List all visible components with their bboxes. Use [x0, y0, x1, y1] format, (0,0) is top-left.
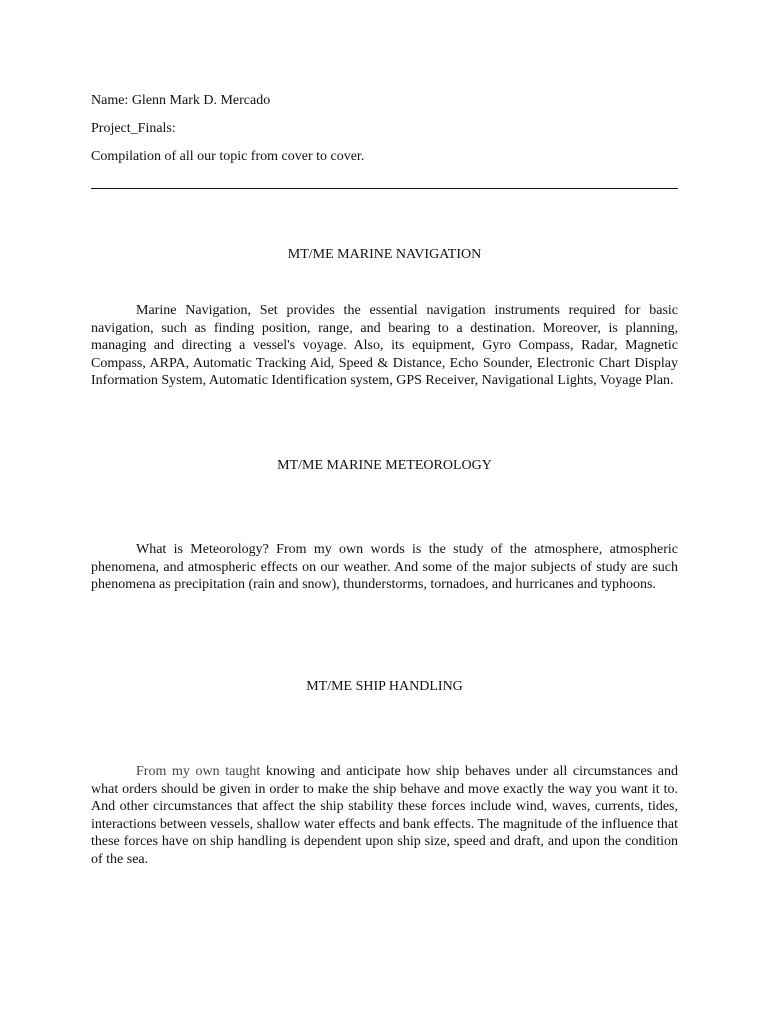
- student-name: Name: Glenn Mark D. Mercado: [91, 93, 271, 108]
- section-body-meteorology: What is Meteorology? From my own words is the study of the atmosphere, atmospheric phenomena, and atmospheric effects on our weather. And some of the major subjects of study are such phenomena as precipitation (rain and snow), thunderstorms, tornadoes, and hurricanes and typhoons.: [91, 542, 678, 592]
- section-body-navigation: Marine Navigation, Set provides the essential navigation instruments required for basic navigation, such as finding position, range, and bearing to a destination. Moreover, is planning, managing and directing a vessel's voyage. Also, its equipment, Gyro Compass, Radar, Magnetic Compass, ARPA, Automatic Tracking Aid, Speed & Distance, Echo Sounder, Electronic Chart Display Information System, Automatic Identification system, GPS Receiver, Navigational Lights, Voyage Plan.: [91, 303, 678, 388]
- project-label: Project_Finals:: [91, 121, 176, 136]
- section-body-rest: knowing and anticipate how ship behaves under all circumstances and what orders should be given in order to make the ship behave and move exactly the way you want it to. And other circumstances that affect the ship stability these forces include wind, waves, currents, tides, interactions between vessels, shallow water effects and bank effects. The magnitude of the influence that these forces have on ship handling is dependent upon ship size, speed and draft, and upon the condition of the sea.: [91, 764, 678, 867]
- header-divider: [91, 188, 678, 189]
- section-title-ship-handling: MT/ME SHIP HANDLING: [306, 679, 463, 694]
- section-title-meteorology: MT/ME MARINE METEOROLOGY: [277, 458, 492, 473]
- section-title-navigation: MT/ME MARINE NAVIGATION: [287, 247, 482, 262]
- section-body-lead: From my own taught: [136, 764, 261, 779]
- section-body-ship-handling: [91, 763, 678, 868]
- compilation-description: Compilation of all our topic from cover to cover.: [91, 149, 365, 164]
